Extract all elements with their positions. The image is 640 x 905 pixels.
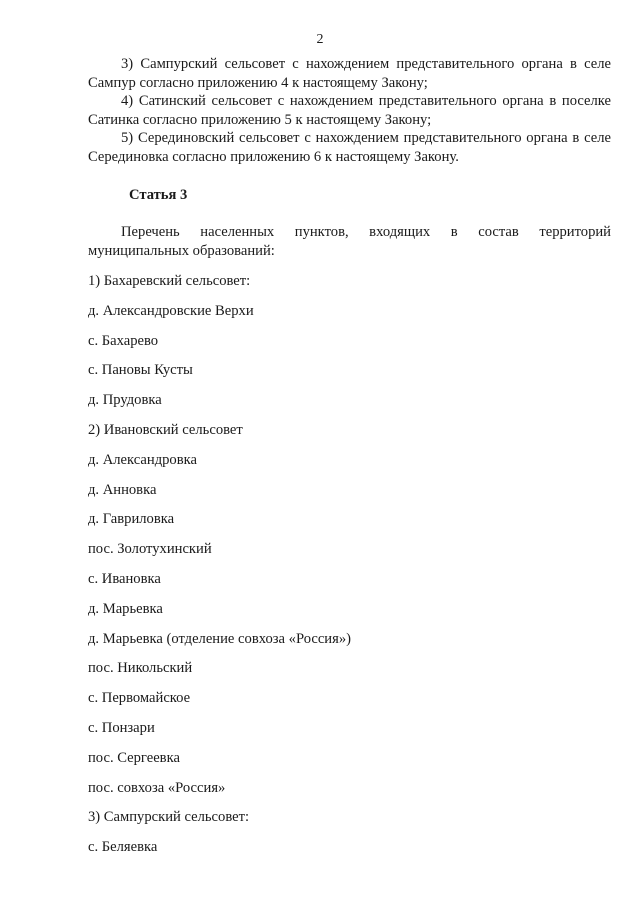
list-item: пос. Никольский — [88, 660, 193, 677]
intro-paragraph-satinka: 4) Сатинский сельсовет с нахождением представительного органа в поселке Сатинка согласно приложению 5 к настоящему Закону; — [88, 93, 611, 128]
intro-paragraph-sampur: 3) Сампурский сельсовет с нахождением представительного органа в селе Сампур согласно приложению 4 к настоящему Закону; — [88, 56, 611, 91]
list-item: 3) Сампурский сельсовет: — [88, 809, 250, 826]
list-item: д. Александровские Верхи — [88, 302, 254, 319]
intro-paragraph-seredinovka: 5) Серединовский сельсовет с нахождением представительного органа в селе Серединовка согласно приложению 6 к настоящему Закону. — [88, 130, 611, 165]
article-heading: Статья 3 — [129, 187, 188, 203]
list-item: с. Пановы Кусты — [88, 362, 193, 379]
settlement-list — [88, 272, 351, 868]
list-item: 2) Ивановский сельсовет — [88, 421, 243, 438]
list-item: с. Бахарево — [88, 332, 159, 349]
list-item: с. Понзари — [88, 719, 155, 736]
list-item: пос. Золотухинский — [88, 541, 212, 558]
article-intro-text: Перечень населенных пунктов, входящих в состав территорий муниципальных образований: — [88, 224, 611, 259]
list-item: д. Гавриловка — [88, 511, 175, 528]
list-item: пос. совхоза «Россия» — [88, 779, 226, 796]
list-item: пос. Сергеевка — [88, 749, 180, 766]
list-item: 1) Бахаревский сельсовет: — [88, 273, 251, 289]
list-item: д. Марьевка (отделение совхоза «Россия») — [88, 630, 351, 647]
list-item: с. Первомайское — [88, 690, 191, 707]
page-number: 2 — [316, 32, 324, 47]
list-item: с. Беляевка — [88, 839, 158, 856]
list-item: с. Ивановка — [88, 570, 161, 587]
list-item: д. Александровка — [88, 451, 197, 468]
list-item: д. Прудовка — [88, 392, 162, 409]
list-item: д. Анновка — [88, 481, 157, 498]
list-item: д. Марьевка — [88, 600, 163, 617]
